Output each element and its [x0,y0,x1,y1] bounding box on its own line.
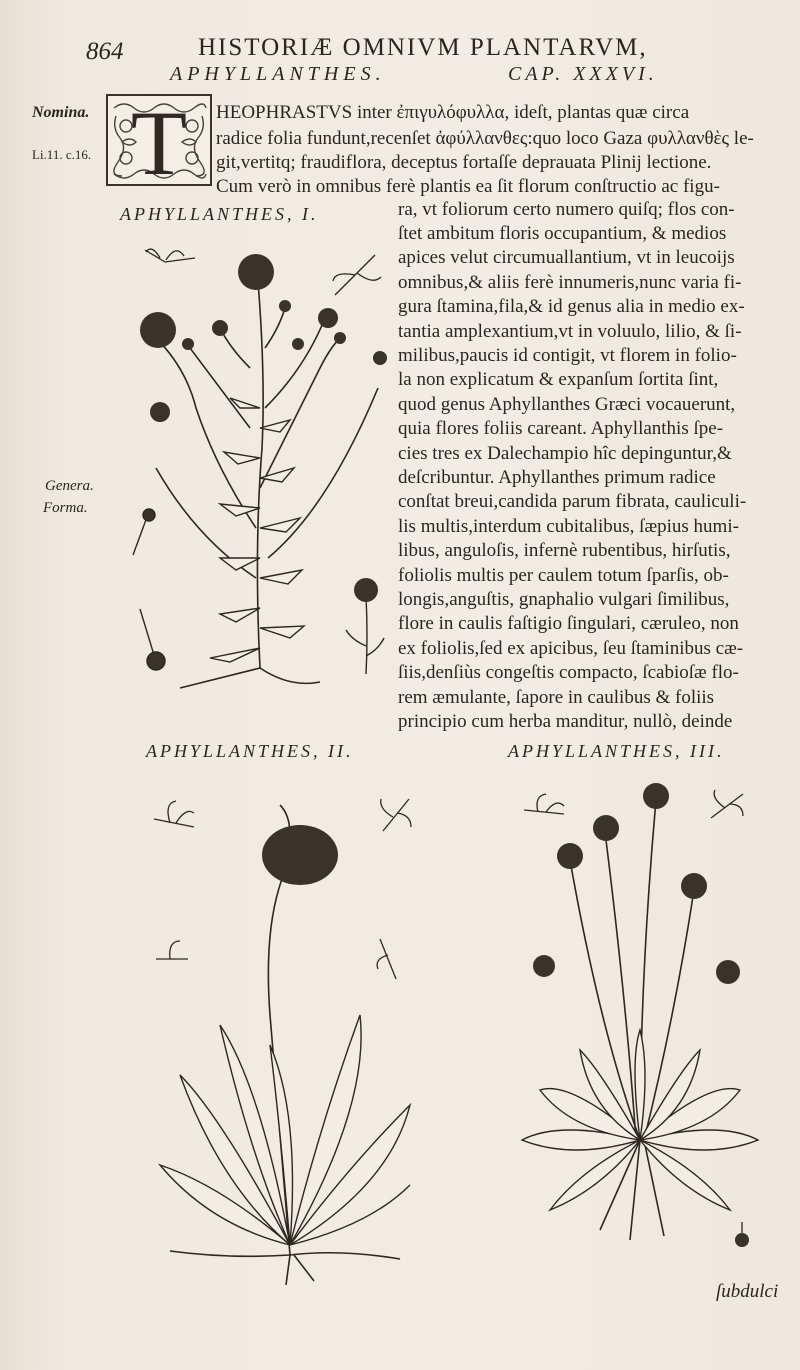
initial-letter: T [130,92,188,194]
margin-note-ref: Li.11. c.16. [32,147,92,162]
body-line: apices velut circumuallantium, vt in leucoijs [398,247,735,269]
page-number: 864 [86,38,124,65]
insect-icon [520,790,570,830]
insect-icon [152,935,192,975]
figure-3-caption: APHYLLANTHES, III. [508,741,725,761]
body-line: deſcribuntur. Aphyllanthes primum radice [398,467,716,488]
figure-2-caption: APHYLLANTHES, II. [146,741,354,761]
insect-icon [325,245,385,305]
insect-icon [370,935,410,985]
margin-note-nomina: Nomina. [32,104,90,121]
body-line: quia flores foliis careant. Aphyllanthis ſpe- [398,418,724,440]
body-line: libus, anguloſis, infernè rubentibus, hirſutis, [398,540,731,562]
body-line: flore in caulis faſtigio ſingulari, cæruleo, non [398,613,739,635]
body-line: conſtat breui,candida parum fibrata, cauliculi- [398,491,747,513]
margin-note-genera: Genera. [45,478,94,494]
flower-detail-icon [728,1220,758,1250]
body-line: gura ſtamina,fila,& id genus alia in medio ex- [398,296,745,318]
body-line: milibus,paucis id contigit, vt florem in folio- [398,345,737,366]
body-line: principio cum herba manditur, nullò, deinde [398,711,733,732]
insect-icon [140,240,200,270]
plant-woodcut-icon [510,780,790,1280]
ornamental-initial-icon [106,92,212,194]
body-line: quod genus Aphyllanthes Græci vocauerunt, [398,393,736,415]
flower-detail-icon [130,605,180,675]
figure-1-caption: APHYLLANTHES, I. [120,204,319,224]
body-line: ra, vt foliorum certo numero quiſq; flos con- [398,199,735,220]
body-line: lis multis,interdum cubitalibus, ſæpius humi- [398,515,739,537]
body-line: ex foliolis,ſed ex apicibus, ſeu ſtaminibus cæ- [398,637,744,659]
body-line: rem æmulante, ſapore in caulibus & foliis [398,686,715,708]
flower-detail-icon [125,505,165,565]
body-line: ſtet ambitum floris occupantium, & medios [398,223,727,244]
body-line: git,vertitq; fraudiflora, deceptus fortaſſe deprauata Plinij lectione. [216,152,712,173]
chapter-number: CAP. XXXVI. [508,63,658,85]
body-line: ſiis,denſiùs congeſtis compacto, ſcabioſæ flo- [398,662,739,684]
body-line: HEOPHRASTVS inter ἐπιγυλόφυλλα, ideſt, plantas quæ circa [216,102,690,123]
body-line: longis,anguſtis, gnaphalio vulgari ſimilibus, [398,589,730,610]
catchword: ſubdulci [716,1281,779,1302]
insect-icon [150,795,200,835]
insect-icon [375,795,415,835]
insect-icon [705,786,749,826]
chapter-title: APHYLLANTHES. [170,63,386,85]
plant-woodcut-icon [140,785,440,1285]
body-line: Cum verò in omnibus ferè plantis ea ſit florum conſtructio ac figu- [216,176,720,197]
body-line: tantia amplexantium,vt in voluulo, lilio, & ſi- [398,320,742,342]
body-line: radice folia fundunt,recenſet ἀφύλλανθες:quo loco Gaza φυλλανθὲς le- [216,128,754,149]
body-line: foliolis multis per caulem totum ſparſis, ob- [398,564,729,586]
running-head: HISTORIÆ OMNIVM PLANTARVM, [198,34,648,61]
flower-detail-icon [340,576,400,676]
body-line: la non explicatum & expanſum ſortita ſint, [398,369,719,391]
body-line: omnibus,& aliis ferè innumeris,nunc varia fi- [398,271,742,293]
margin-note-forma: Forma. [43,500,88,516]
body-line: cies tres ex Dalechampio hîc depinguntur,& [398,442,732,464]
